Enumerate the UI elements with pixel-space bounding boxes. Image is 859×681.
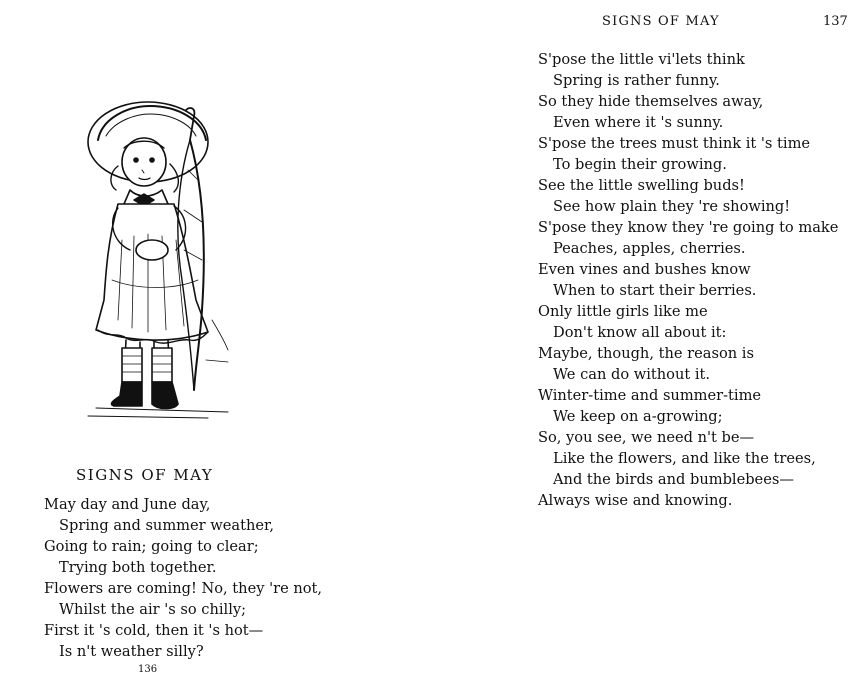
- poem-line: Only little girls like me: [538, 303, 708, 320]
- poem-line: See the little swelling buds!: [538, 177, 745, 194]
- poem-line: Spring and summer weather,: [59, 517, 275, 534]
- poem-line: And the birds and bumblebees—: [553, 471, 794, 488]
- poem-line: When to start their berries.: [553, 282, 757, 299]
- poem-title: SIGNS OF MAY: [76, 466, 214, 484]
- poem-line: First it 's cold, then it 's hot—: [44, 622, 264, 639]
- girl-with-umbrella-illustration: [78, 100, 258, 420]
- poem-line: So, you see, we need n't be—: [538, 429, 755, 446]
- poem-line: Don't know all about it:: [553, 324, 727, 341]
- poem-line: Spring is rather funny.: [553, 72, 720, 89]
- poem-line: Peaches, apples, cherries.: [553, 240, 746, 257]
- poem-line: See how plain they 're showing!: [553, 198, 791, 215]
- poem-line: We can do without it.: [553, 366, 711, 383]
- poem-line: S'pose the trees must think it 's time: [538, 135, 811, 152]
- page-number: 136: [138, 664, 158, 675]
- poem-line: So they hide themselves away,: [538, 93, 764, 110]
- poem-line: S'pose the little vi'lets think: [538, 51, 745, 68]
- poem-line: Even where it 's sunny.: [553, 114, 724, 131]
- poem-line: Is n't weather silly?: [59, 643, 204, 660]
- poem-line: Maybe, though, the reason is: [538, 345, 754, 362]
- poem-line: Even vines and bushes know: [538, 261, 751, 278]
- poem-line: Like the flowers, and like the trees,: [553, 450, 816, 467]
- poem-line: Always wise and knowing.: [538, 492, 733, 509]
- poem-stanza-left: [44, 494, 322, 662]
- poem-line: Trying both together.: [59, 559, 217, 576]
- running-head: SIGNS OF MAY: [602, 14, 720, 29]
- poem-line: Flowers are coming! No, they 're not,: [44, 580, 323, 597]
- poem-line: Going to rain; going to clear;: [44, 538, 259, 555]
- poem-line: May day and June day,: [44, 496, 211, 513]
- poem-line: To begin their growing.: [553, 156, 727, 173]
- poem-line: We keep on a-growing;: [553, 408, 723, 425]
- poem-line: Whilst the air 's so chilly;: [59, 601, 247, 618]
- page-number: 137: [823, 14, 848, 29]
- poem-line: Winter-time and summer-time: [538, 387, 762, 404]
- right-page: [430, 0, 859, 681]
- poem-line: S'pose they know they 're going to make: [538, 219, 839, 236]
- poem-stanza-right: [538, 49, 838, 511]
